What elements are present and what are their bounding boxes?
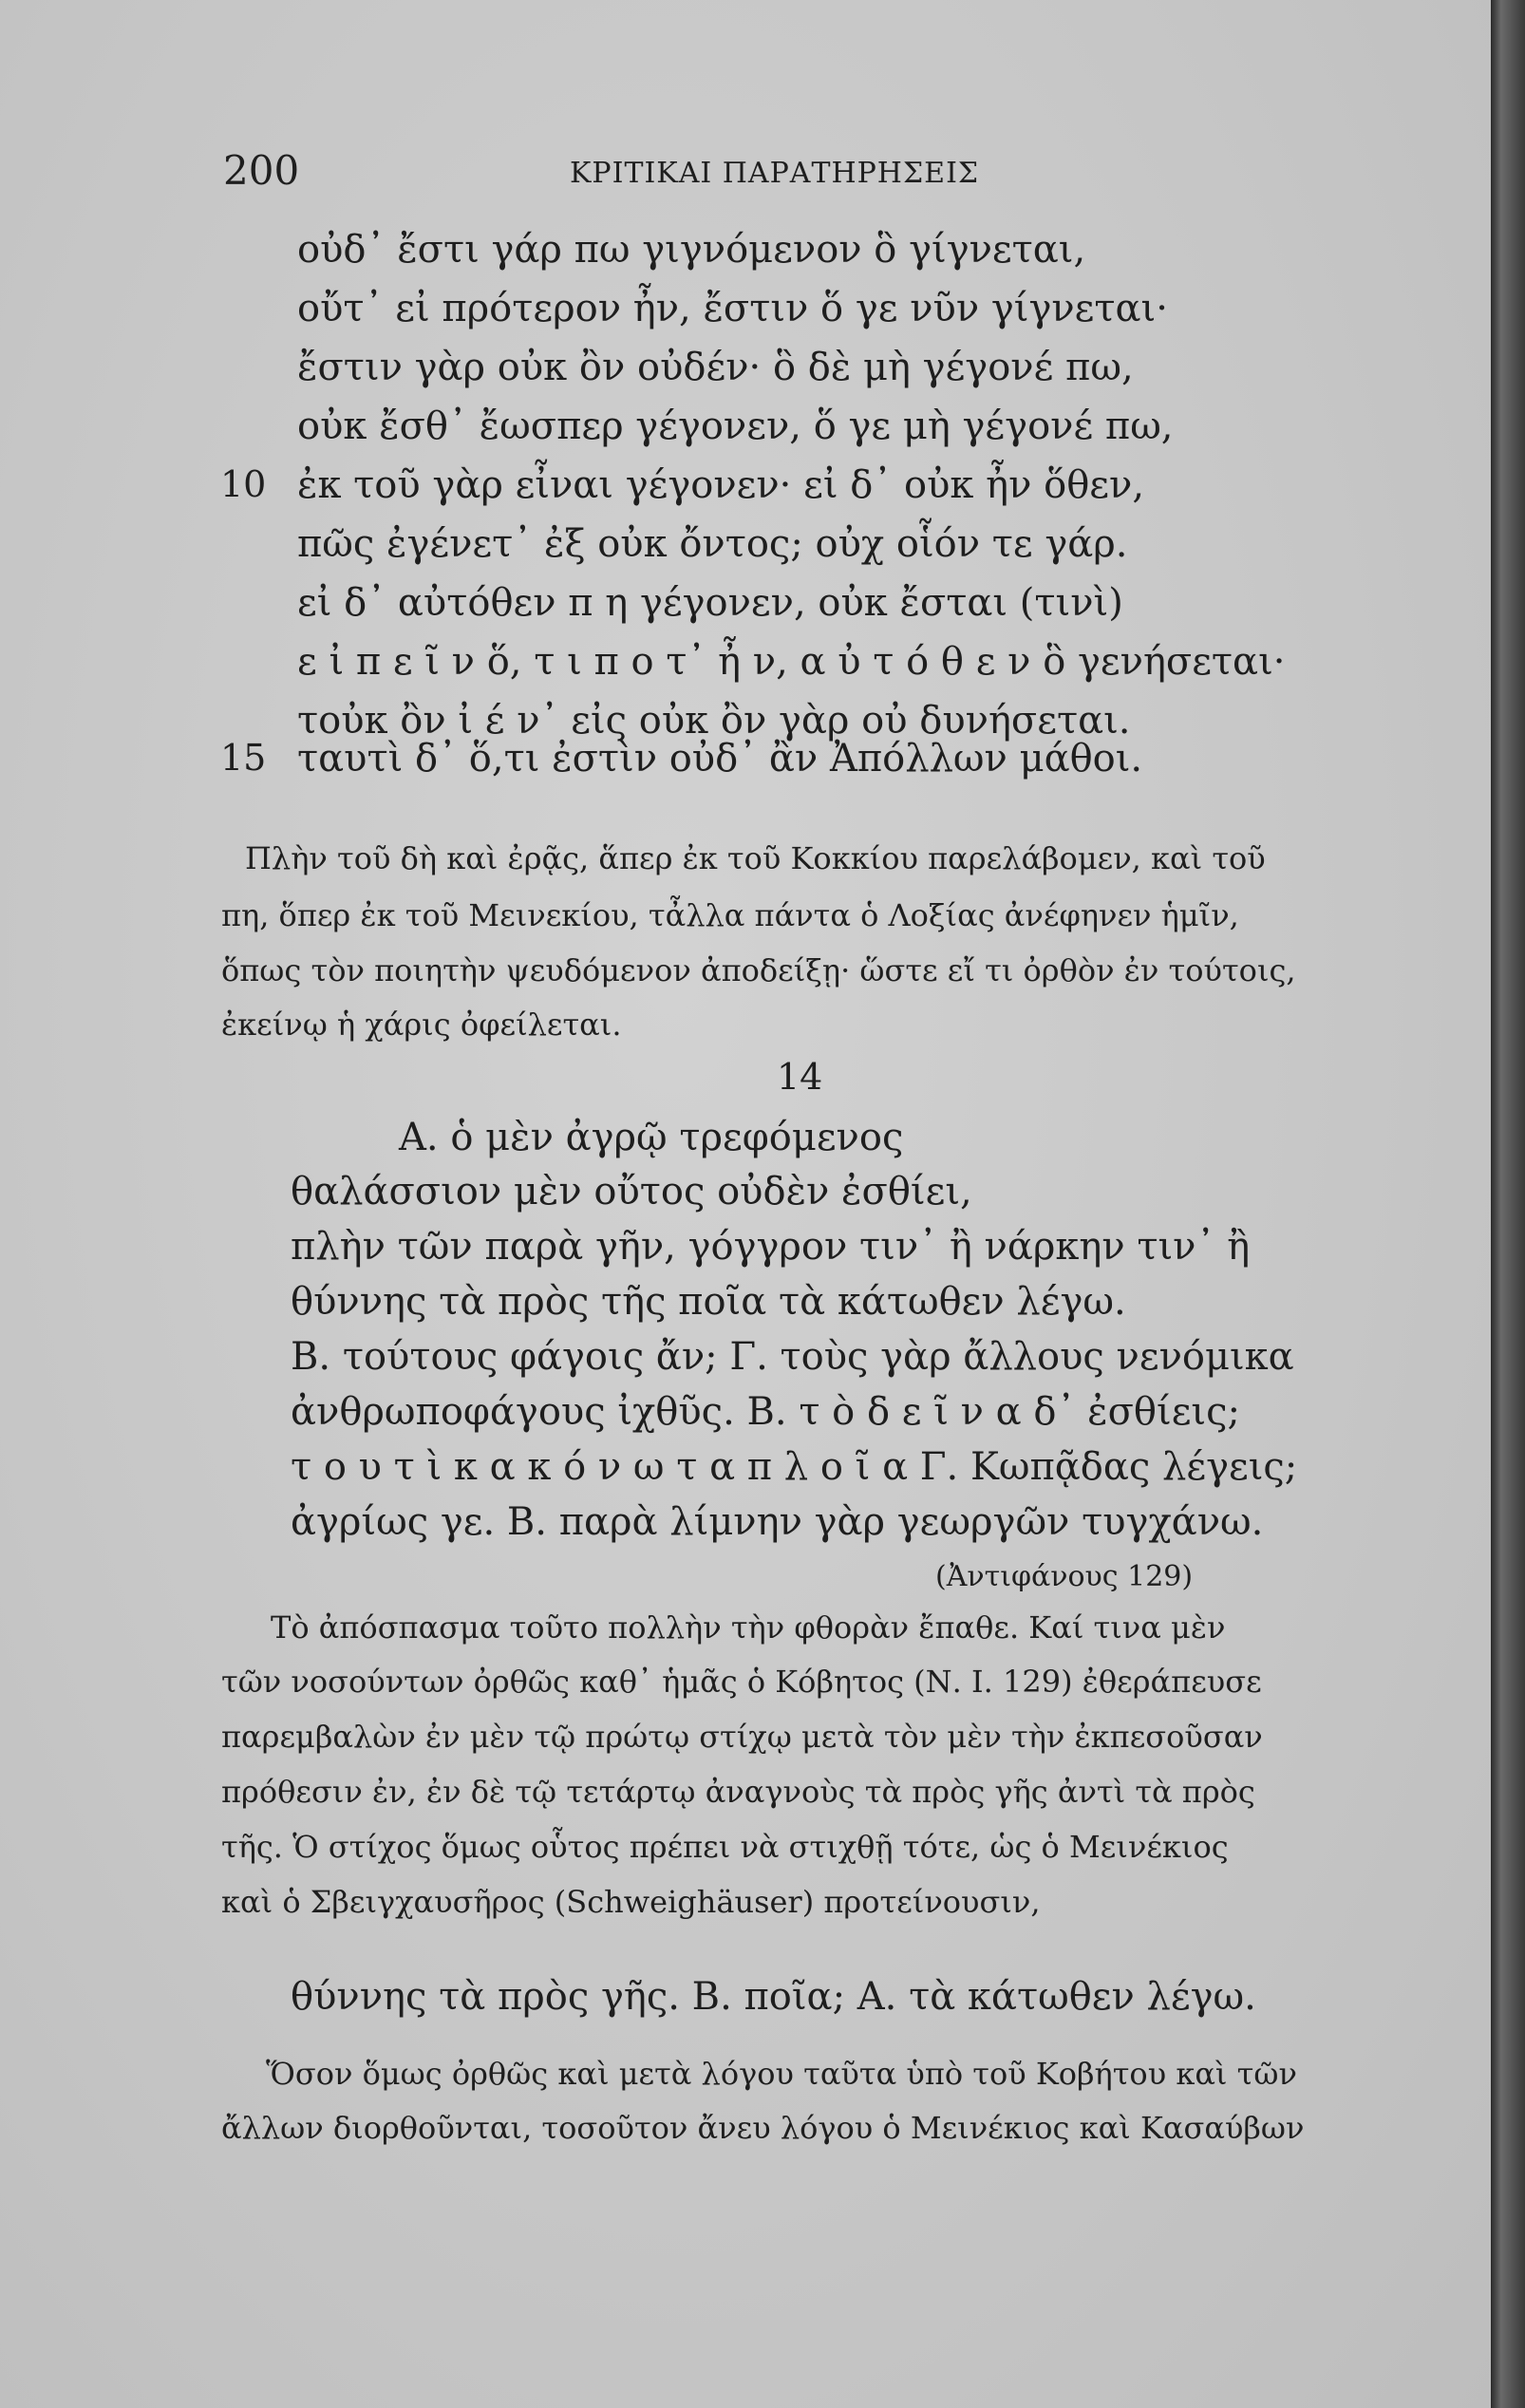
verse-line: οὐκ ἔσθ᾽ ἔωσπερ γέγονεν, ὅ γε μὴ γέγονέ πω, [297, 404, 1174, 448]
prose-line: πη, ὅπερ ἐκ τοῦ Μεινεκίου, τἆλλα πάντα ὁ Λοξίας ἀνέφηνεν ἡμῖν, [221, 897, 1239, 933]
prose-line: Πλὴν τοῦ δὴ καὶ ἐρᾷς, ἅπερ ἐκ τοῦ Κοκκίου παρελάβομεν, καὶ τοῦ [245, 840, 1266, 876]
prose-line: Τὸ ἀπόσπασμα τοῦτο πολλὴν τὴν φθορὰν ἔπαθε. Καί τινα μὲν [271, 1609, 1226, 1646]
prose-line: ἐκείνῳ ἡ χάρις ὀφείλεται. [221, 1006, 622, 1043]
citation: (Ἀντιφάνους 129) [935, 1560, 1194, 1593]
verse-line: πλὴν τῶν παρὰ γῆν, γόγγρον τιν᾽ ἢ νάρκην τιν᾽ ἢ [291, 1225, 1251, 1269]
book-edge [1491, 0, 1525, 2408]
verse-line: οὔτ᾽ εἰ πρότερον ἦν, ἔστιν ὅ γε νῦν γίγνεται· [297, 287, 1168, 330]
verse-line: τοὐκ ὂν ἰ έ ν᾽ εἰς οὐκ ὂν γὰρ οὐ δυνήσεται. [297, 699, 1131, 743]
line-number: 10 [220, 463, 267, 505]
prose-line: Ὅσον ὅμως ὀρθῶς καὶ μετὰ λόγου ταῦτα ὑπὸ τοῦ Κοβήτου καὶ τῶν [266, 2056, 1297, 2092]
page-number: 200 [223, 147, 300, 194]
verse-line: ε ἰ π ε ῖ ν ὅ, τ ι π ο τ᾽ ἦ ν, α ὐ τ ό θ ε ν ὃ γενήσεται· [297, 640, 1286, 684]
prose-line: καὶ ὁ Σβειγχαυσῆρος (Schweighäuser) προτείνουσιν, [221, 1884, 1041, 1920]
line-number: 15 [220, 737, 267, 779]
prose-line: ἄλλων διορθοῦνται, τοσοῦτον ἄνευ λόγου ὁ Μεινέκιος καὶ Κασαύβων [221, 2110, 1305, 2146]
verse-line: ἀγρίως γε. Β. παρὰ λίμνην γὰρ γεωργῶν τυγχάνω. [291, 1500, 1264, 1544]
running-title: ΚΡΙΤΙΚΑΙ ΠΑΡΑΤΗΡΗΣΕΙΣ [570, 157, 980, 190]
verse-line: οὐδ᾽ ἔστι γάρ πω γιγνόμενον ὃ γίγνεται, [297, 228, 1086, 272]
verse-line: θαλάσσιον μὲν οὔτος οὐδὲν ἐσθίει, [291, 1170, 972, 1213]
verse-line: ἔστιν γὰρ οὐκ ὂν οὐδέν· ὃ δὲ μὴ γέγονέ πω, [297, 346, 1134, 389]
prose-line: πρόθεσιν ἐν, ἐν δὲ τῷ τετάρτῳ ἀναγνοὺς τὰ πρὸς γῆς ἀντὶ τὰ πρὸς [221, 1774, 1255, 1810]
prose-line: τῆς. Ὁ στίχος ὅμως οὗτος πρέπει νὰ στιχθῇ τότε, ὡς ὁ Μεινέκιος [221, 1829, 1229, 1865]
verse-line: τ ο υ τ ὶ κ α κ ό ν ω τ α π λ ο ῖ α Γ. Κωπᾷδας λέγεις; [291, 1445, 1298, 1489]
verse-line: εἰ δ᾽ αὐτόθεν π η γέγονεν, οὐκ ἔσται (τινὶ) [297, 581, 1123, 625]
verse-line: θύννης τὰ πρὸς τῆς ποῖα τὰ κάτωθεν λέγω. [291, 1280, 1126, 1324]
prose-line: τῶν νοσούντων ὀρθῶς καθ᾽ ἡμᾶς ὁ Κόβητος (Ν. Ι. 129) ἐθεράπευσε [221, 1664, 1262, 1700]
verse-line: ἐκ τοῦ γὰρ εἶναι γέγονεν· εἰ δ᾽ οὐκ ἦν ὅθεν, [297, 463, 1145, 507]
prose-line: παρεμβαλὼν ἐν μὲν τῷ πρώτῳ στίχῳ μετὰ τὸν μὲν τὴν ἐκπεσοῦσαν [221, 1719, 1263, 1755]
verse-line: πῶς ἐγένετ᾽ ἐξ οὐκ ὄντος; οὐχ οἷόν τε γάρ. [297, 522, 1128, 566]
prose-line: ὅπως τὸν ποιητὴν ψευδόμενον ἀποδείξῃ· ὥστε εἴ τι ὀρθὸν ἐν τούτοις, [221, 952, 1296, 988]
verse-line: θύννης τὰ πρὸς γῆς. Β. ποῖα; Α. τὰ κάτωθεν λέγω. [291, 1975, 1256, 2019]
verse-line: Α. ὁ μὲν ἀγρῷ τρεφόμενος [399, 1116, 904, 1159]
section-number: 14 [777, 1056, 823, 1098]
verse-line: ἀνθρωποφάγους ἰχθῦς. Β. τ ὸ δ ε ῖ ν α δ᾽ ἐσθίεις; [291, 1390, 1240, 1434]
verse-line: Β. τούτους φάγοις ἄν; Γ. τοὺς γὰρ ἄλλους νενόμικα [291, 1335, 1294, 1379]
verse-line: ταυτὶ δ᾽ ὅ,τι ἐστὶν οὐδ᾽ ἂν Ἀπόλλων μάθοι. [297, 737, 1143, 781]
page-header [223, 147, 1363, 204]
